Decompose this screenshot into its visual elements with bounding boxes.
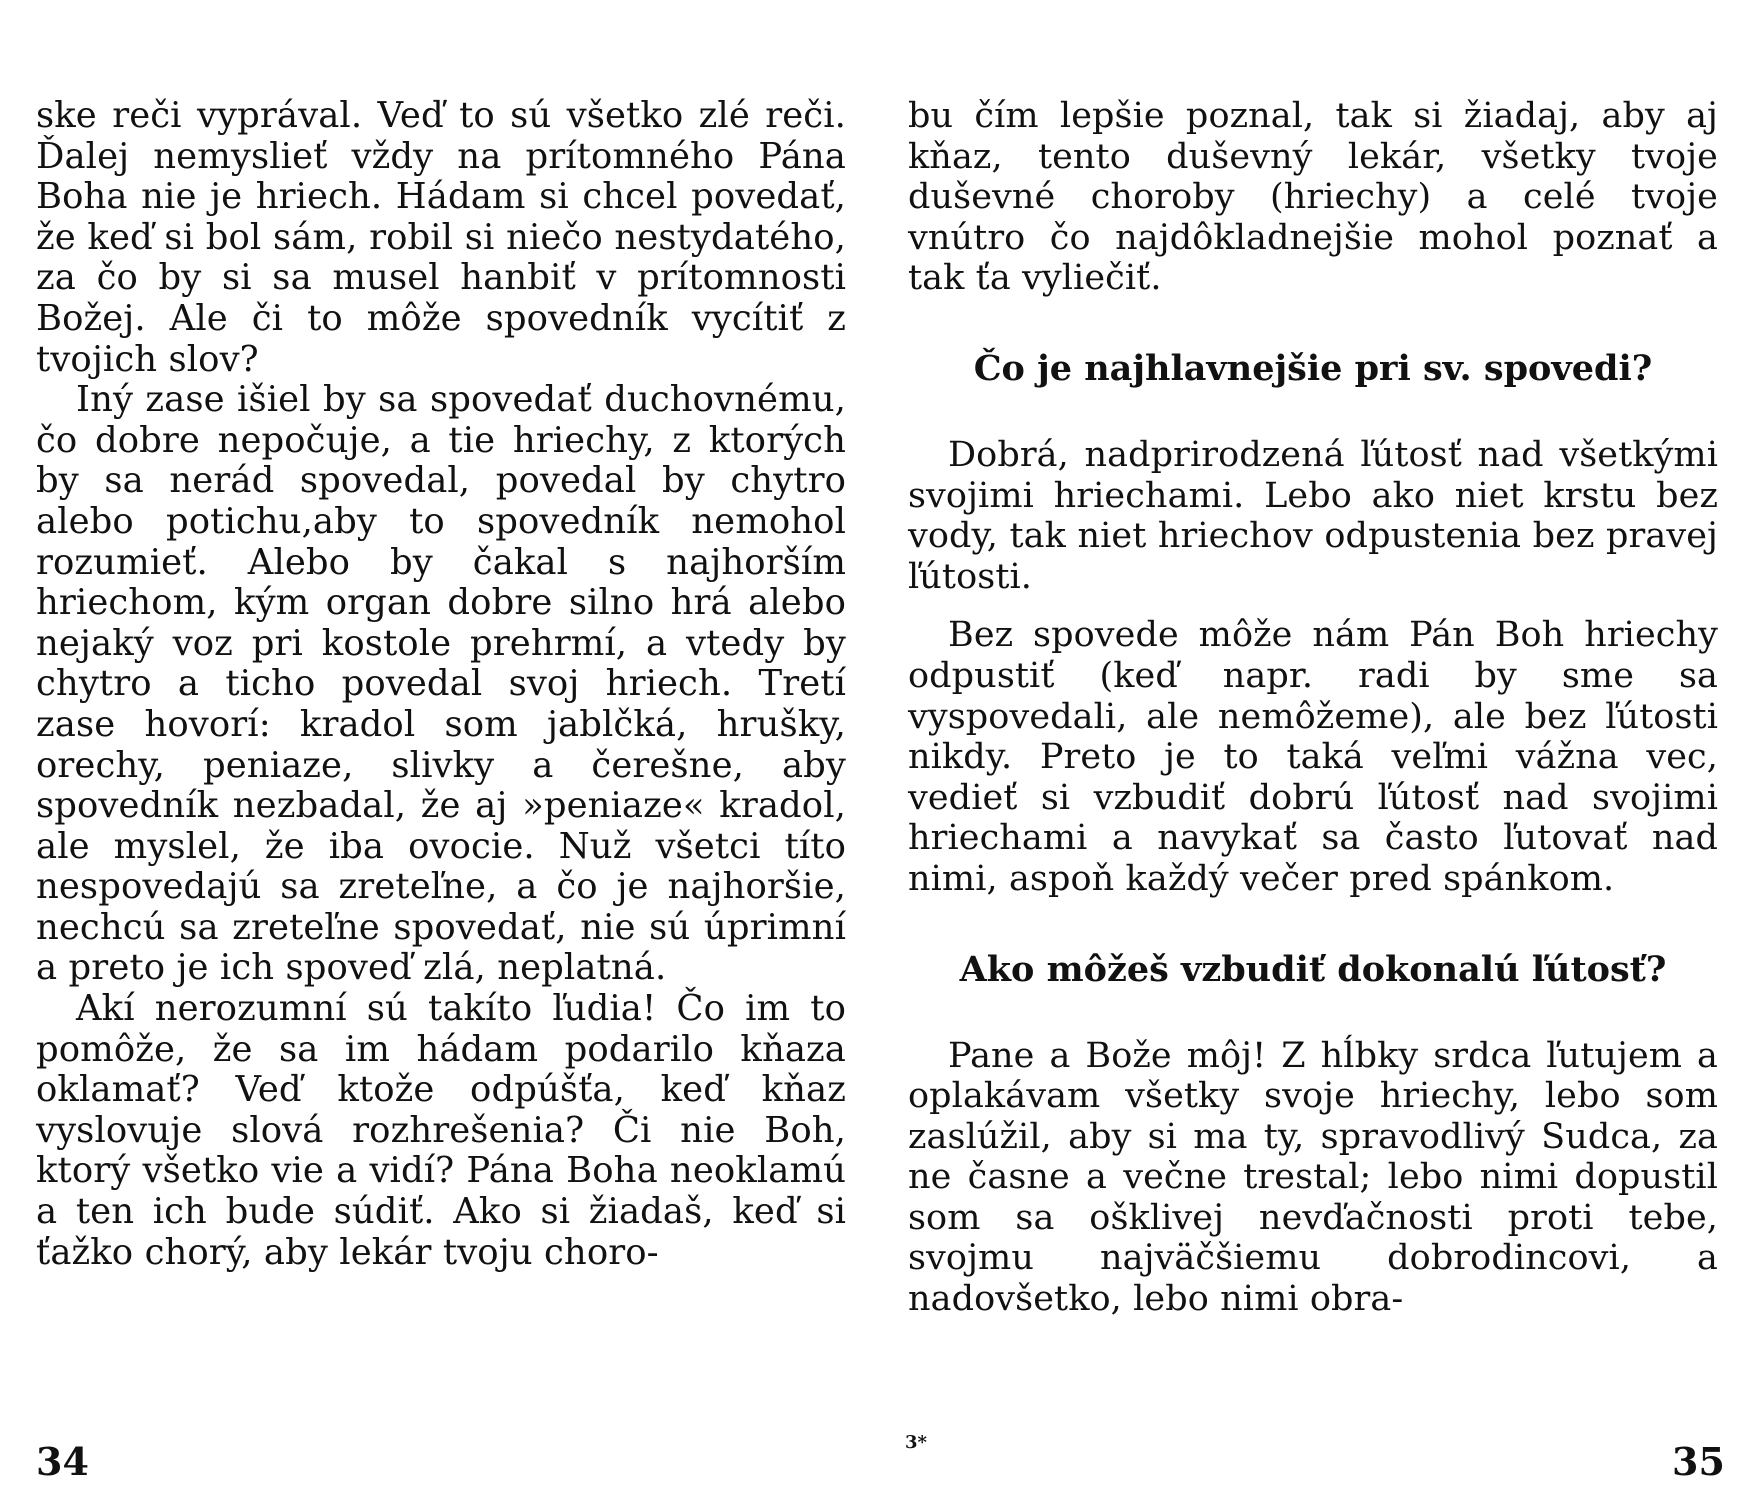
section-heading-2: Ako môžeš vzbudiť dokonalú ľútosť? xyxy=(959,948,1667,990)
right-intro-paragraph: bu čím lepšie poznal, tak si žiadaj, aby aj kňaz, tento duševný lekár, všetky tvoje duševné choroby (hriechy) a celé tvoje vnútro čo najdôkladnejšie mohol poznať a tak ťa vyliečiť. xyxy=(908,96,1718,299)
page-number-right: 35 xyxy=(1672,1439,1725,1484)
left-paragraph-1: ske reči vyprával. Veď to sú všetko zlé reči. Ďalej nemyslieť vždy na prítomného Pána Boha nie je hriech. Hádam si chcel povedať, že keď si bol sám, robil si niečo nestydatého, za čo by si sa musel hanbiť v prítomnosti Božej. Ale či to môže spovedník vycítiť z tvojich slov? xyxy=(36,95,846,380)
right-paragraph-3: Pane a Bože môj! Z hĺbky srdca ľutujem a oplakávam všetky svoje hriechy, lebo som zaslúžil, aby si ma ty, spravodlivý Sudca, za ne časne a večne trestal; lebo nimi dopustil som sa ošklivej nevďačnosti proti tebe, svojmu najväčšiemu dobrodincovi, a nadovšetko, lebo nimi obra- xyxy=(908,1035,1718,1320)
signature-mark: 3* xyxy=(905,1432,927,1453)
section-heading-1: Čo je najhlavnejšie pri sv. spovedi? xyxy=(973,347,1653,389)
right-paragraph-1: Dobrá, nadprirodzená ľútosť nad všetkými svojimi hriechami. Lebo ako niet krstu bez vody, tak niet hriechov odpustenia bez pravej ľútosti. xyxy=(908,434,1718,597)
left-paragraph-3: Akí nerozumní sú takíto ľudia! Čo im to pomôže, že sa im hádam podarilo kňaza oklamať? Veď ktože odpúšťa, keď kňaz vyslovuje slová rozhrešenia? Či nie Boh, ktorý všetko vie a vidí? Pána Boha neoklamú a ten ich bude súdiť. Ako si žiadaš, keď si ťažko chorý, aby lekár tvoju choro- xyxy=(36,988,846,1273)
right-page xyxy=(908,96,1718,1320)
left-paragraph-2: Iný zase išiel by sa spovedať duchovnému, čo dobre nepočuje, a tie hriechy, z ktorých by sa nerád spovedal, povedal by chytro alebo potichu,aby to spovedník nemohol rozumieť. Alebo by čakal s najhorším hriechom, kým organ dobre silno hrá alebo nejaký voz pri kostole prehrmí, a vtedy by chytro a ticho povedal svoj hriech. Tretí zase hovorí: kradol som jablčká, hrušky, orechy, peniaze, slivky a čerešne, aby spovedník nezbadal, že aj »peniaze« kradol, ale myslel, že iba ovocie. Nuž všetci títo nespovedajú sa zreteľne, a čo je najhoršie, nechcú sa zreteľne spovedať, nie sú úprimní a preto je ich spoveď zlá, neplatná. xyxy=(36,379,846,989)
left-page xyxy=(36,96,846,1273)
page-number-left: 34 xyxy=(36,1439,89,1484)
right-paragraph-2: Bez spovede môže nám Pán Boh hriechy odpustiť (keď napr. radi by sme sa vyspovedali, ale nemôžeme), ale bez ľútosti nikdy. Preto je to taká veľmi vážna vec, vedieť si vzbudiť dobrú ľútosť nad svojimi hriechami a navykať sa často ľutovať nad nimi, aspoň každý večer pred spánkom. xyxy=(908,615,1718,899)
